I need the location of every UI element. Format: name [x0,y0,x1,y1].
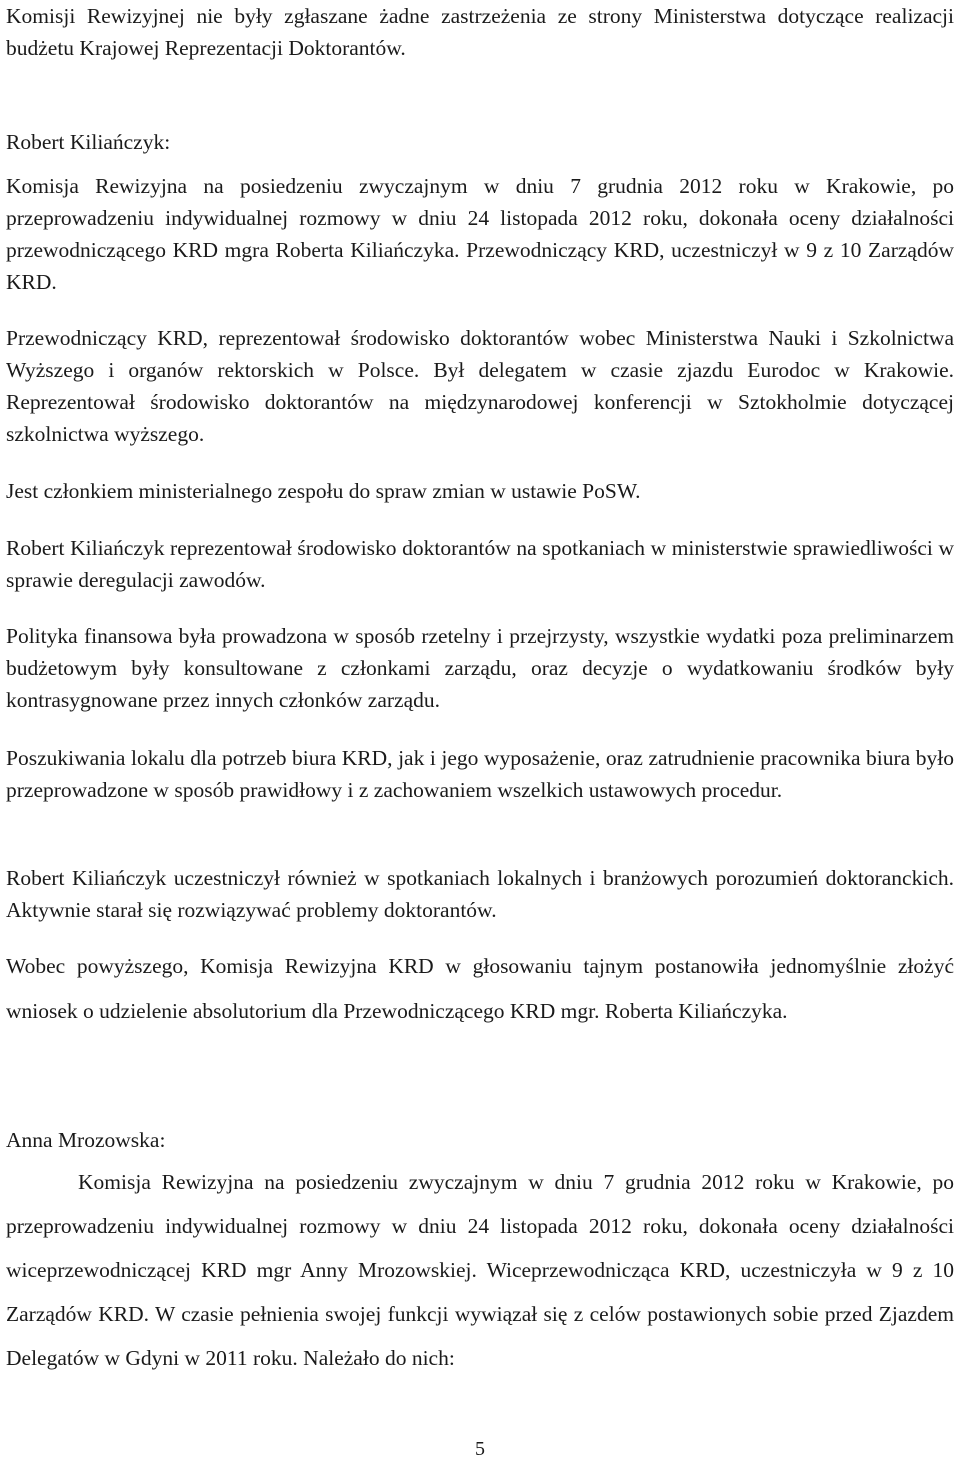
paragraph-budget-note: Komisji Rewizyjnej nie były zgłaszane żadne zastrzeżenia ze strony Ministerstwa dotyczące realizacji budżetu Krajowej Reprezentacji Doktorantów. [6,4,954,60]
page-number: 5 [475,1438,485,1460]
paragraph-kilianczyk-deregulation: Robert Kiliańczyk reprezentował środowisko doktorantów na spotkaniach w ministerstwie sprawiedliwości w sprawie deregulacji zawodów. [6,536,954,592]
section-heading-kilianczyk: Robert Kiliańczyk: [6,130,171,154]
paragraph-kilianczyk-local-meetings: Robert Kiliańczyk uczestniczył również w spotkaniach lokalnych i branżowych porozumień doktoranckich. Aktywnie starał się rozwiązywać problemy doktorantów. [6,866,954,922]
paragraph-mrozowska-assessment [6,1160,954,1380]
section-heading-mrozowska: Anna Mrozowska: [6,1128,166,1152]
paragraph-mrozowska-text: Komisja Rewizyjna na posiedzeniu zwyczajnym w dniu 7 grudnia 2012 roku w Krakowie, po przeprowadzeniu indywidualnej rozmowy w dniu 24 listopada 2012 roku, dokonała oceny działalności wiceprzewodniczącej KRD mgr Anny Mrozowskiej. Wiceprzewodnicząca KRD, uczestniczyła w 9 z 10 Zarządów KRD. W czasie pełnienia swojej funkcji wywiązał się z celów postawionych sobie przed Zjazdem Delegatów w Gdyni w 2011 roku. Należało do nich: [6,1170,954,1370]
paragraph-kilianczyk-representation: Przewodniczący KRD, reprezentował środowisko doktorantów wobec Ministerstwa Nauki i Szkolnictwa Wyższego i organów rektorskich w Polsce. Był delegatem w czasie zjazdu Eurodoc w Krakowie. Reprezentował środowisko doktorantów na międzynarodowej konferencji w Sztokholmie dotyczącej szkolnictwa wyższego. [6,326,954,446]
paragraph-kilianczyk-absolutorium: Wobec powyższego, Komisja Rewizyjna KRD w głosowaniu tajnym postanowiła jednomyślnie złożyć wniosek o udzielenie absolutorium dla Przewodniczącego KRD mgr. Roberta Kiliańczyka. [6,954,954,1023]
paragraph-kilianczyk-ministerial-team: Jest członkiem ministerialnego zespołu do spraw zmian w ustawie PoSW. [6,479,641,503]
paragraph-kilianczyk-assessment: Komisja Rewizyjna na posiedzeniu zwyczajnym w dniu 7 grudnia 2012 roku w Krakowie, po przeprowadzeniu indywidualnej rozmowy w dniu 24 listopada 2012 roku, dokonała oceny działalności przewodniczącego KRD mgra Roberta Kiliańczyka. Przewodniczący KRD, uczestniczył w 9 z 10 Zarządów KRD. [6,174,954,294]
paragraph-financial-policy: Polityka finansowa była prowadzona w sposób rzetelny i przejrzysty, wszystkie wydatki poza preliminarzem budżetowym były konsultowane z członkami zarządu, oraz decyzje o wydatkowaniu środków były kontrasygnowane przez innych członków zarządu. [6,624,954,712]
paragraph-office-search: Poszukiwania lokalu dla potrzeb biura KRD, jak i jego wyposażenie, oraz zatrudnienie pracownika biura było przeprowadzone w sposób prawidłowy i z zachowaniem wszelkich ustawowych procedur. [6,746,954,802]
